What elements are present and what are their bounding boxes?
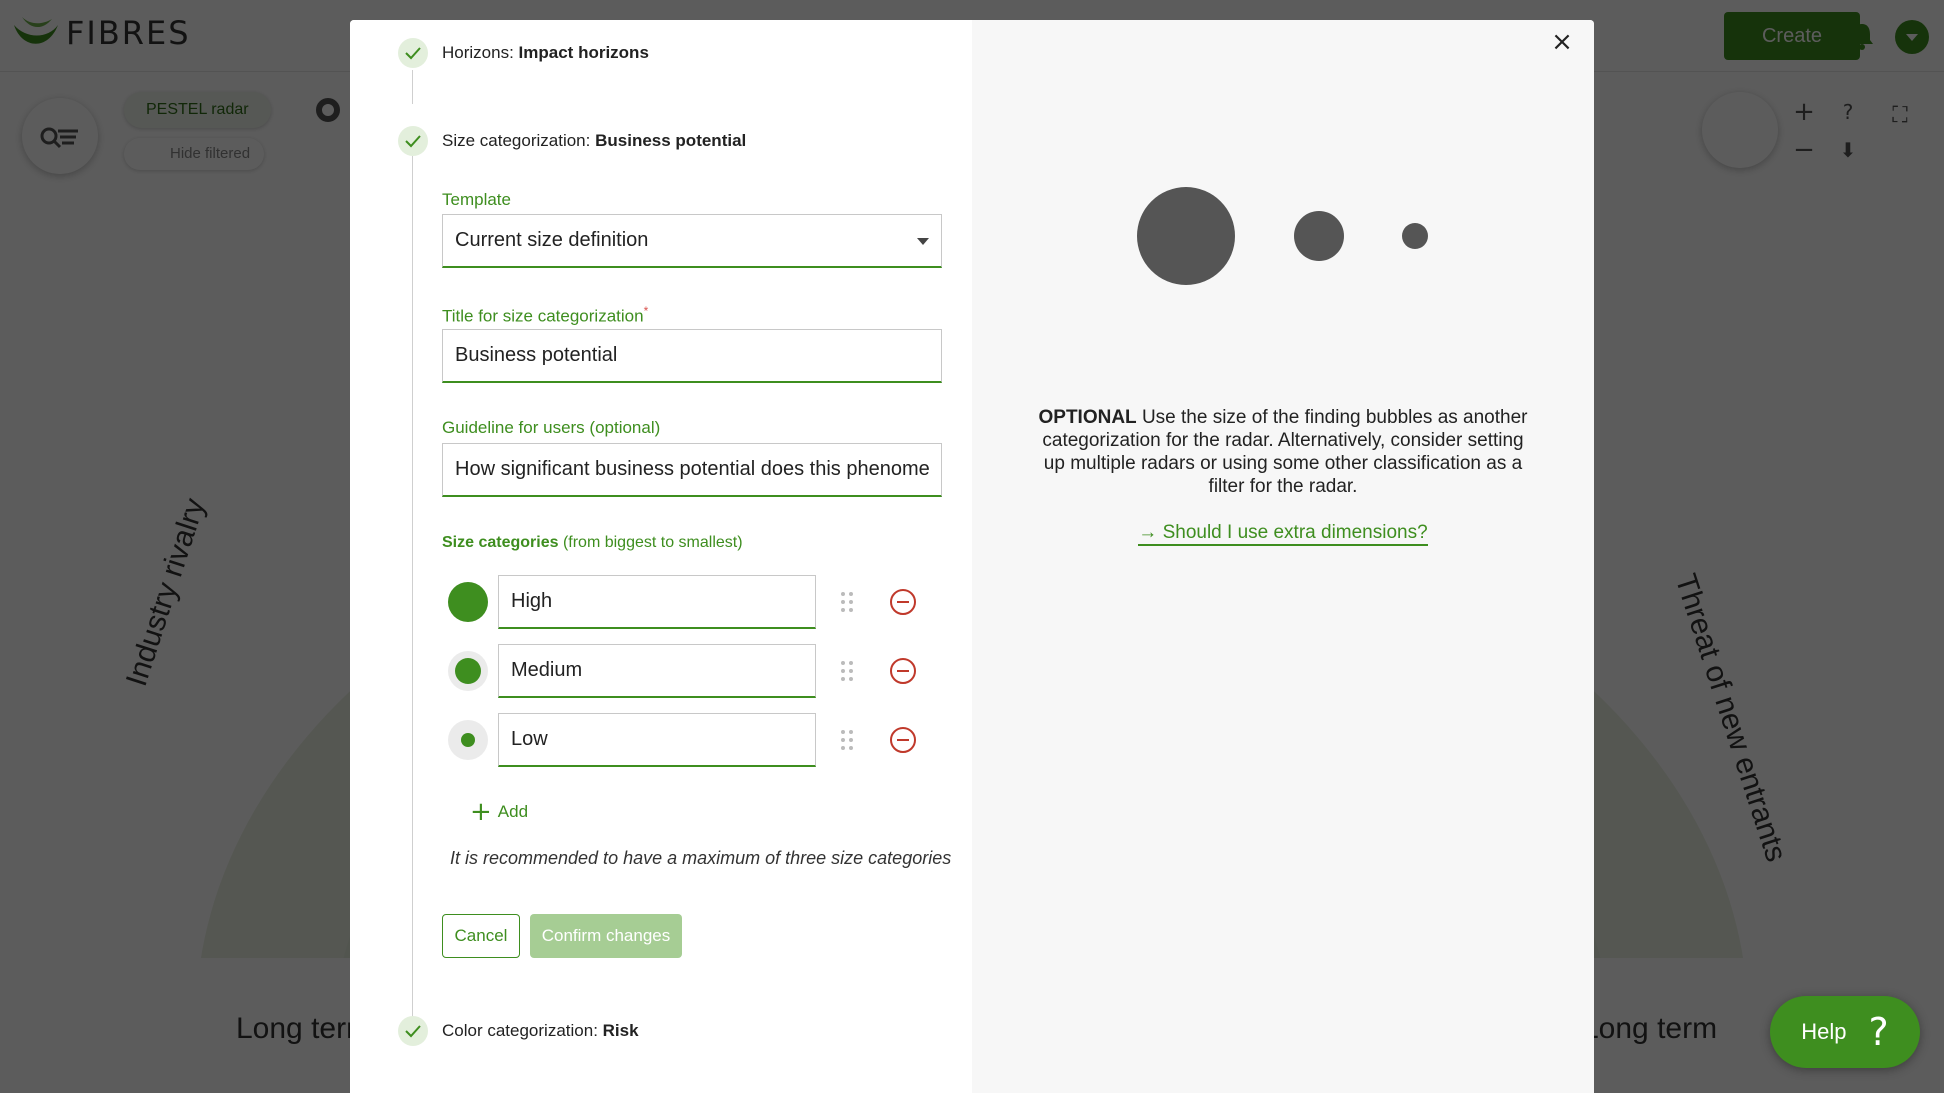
size-preview-large	[448, 582, 488, 622]
help-label: Help	[1801, 1019, 1847, 1044]
drag-handle-icon[interactable]	[838, 659, 856, 683]
drag-handle-icon[interactable]	[838, 590, 856, 614]
category-input-low[interactable]	[498, 713, 816, 767]
remove-category-medium-button[interactable]	[890, 658, 916, 684]
size-dot-small	[461, 733, 475, 747]
size-categories-hint: (from biggest to smallest)	[562, 534, 743, 551]
step-color-label: Color categorization:	[442, 1021, 598, 1040]
optional-body: Use the size of the finding bubbles as another categorization for the radar. Alternatively, consider setting up multiple radars or using some other classification as a filter for the radar.	[1042, 407, 1528, 497]
optional-description	[1032, 406, 1534, 498]
guideline-label: Guideline for users (optional)	[442, 418, 661, 437]
guideline-input[interactable]	[442, 443, 942, 497]
add-category-label: Add	[497, 802, 529, 821]
step-complete-check-icon	[398, 1016, 428, 1046]
step-connector	[412, 156, 413, 1030]
size-preview-small	[448, 720, 488, 760]
step-size-label: Size categorization:	[442, 131, 591, 150]
step-connector	[412, 70, 413, 104]
close-icon[interactable]: ×	[1551, 27, 1573, 57]
size-preview-medium	[448, 651, 488, 691]
size-categorization-modal	[350, 20, 1594, 1093]
size-dot-large	[448, 582, 488, 622]
title-label	[442, 304, 648, 327]
size-categories-heading	[442, 534, 743, 552]
step-size-value: Business potential	[595, 131, 747, 150]
category-input-high[interactable]	[498, 575, 816, 629]
step-color-value: Risk	[602, 1021, 639, 1040]
add-category-button[interactable]	[470, 797, 529, 827]
help-question-icon: ?	[1868, 1010, 1889, 1054]
category-input-medium[interactable]	[498, 644, 816, 698]
step-size[interactable]	[442, 131, 746, 151]
step-horizons-label: Horizons:	[442, 43, 514, 62]
step-horizons-value: Impact horizons	[518, 43, 649, 62]
title-label-text: Title for size categorization	[442, 306, 644, 326]
bubble-medium-preview	[1294, 211, 1344, 261]
modal-form-panel	[350, 20, 972, 1093]
extra-dimensions-link-wrap	[972, 522, 1594, 544]
step-horizons[interactable]	[442, 43, 649, 63]
template-select[interactable]	[442, 214, 942, 268]
step-complete-check-icon	[398, 38, 428, 68]
bubble-large-preview	[1137, 187, 1235, 285]
remove-category-high-button[interactable]	[890, 589, 916, 615]
optional-keyword: OPTIONAL	[1038, 407, 1137, 428]
step-complete-check-icon	[398, 126, 428, 156]
cancel-button[interactable]: Cancel	[442, 914, 520, 958]
step-color[interactable]	[442, 1021, 639, 1041]
help-button[interactable]	[1770, 996, 1920, 1068]
required-mark: *	[643, 304, 649, 318]
plus-icon: +	[470, 797, 492, 827]
size-categories-title: Size categories	[442, 534, 559, 551]
drag-handle-icon[interactable]	[838, 728, 856, 752]
recommendation-text: It is recommended to have a maximum of three size categories	[450, 848, 952, 868]
template-label: Template	[442, 190, 511, 209]
template-select-value: Current size definition	[455, 229, 649, 251]
bubble-small-preview	[1402, 223, 1428, 249]
confirm-changes-button[interactable]: Confirm changes	[530, 914, 682, 958]
chevron-down-icon	[917, 238, 929, 245]
size-dot-medium	[455, 658, 481, 684]
title-input[interactable]	[442, 329, 942, 383]
modal-info-panel	[972, 20, 1594, 1093]
extra-dimensions-link[interactable]: → Should I use extra dimensions?	[1138, 522, 1427, 546]
remove-category-low-button[interactable]	[890, 727, 916, 753]
